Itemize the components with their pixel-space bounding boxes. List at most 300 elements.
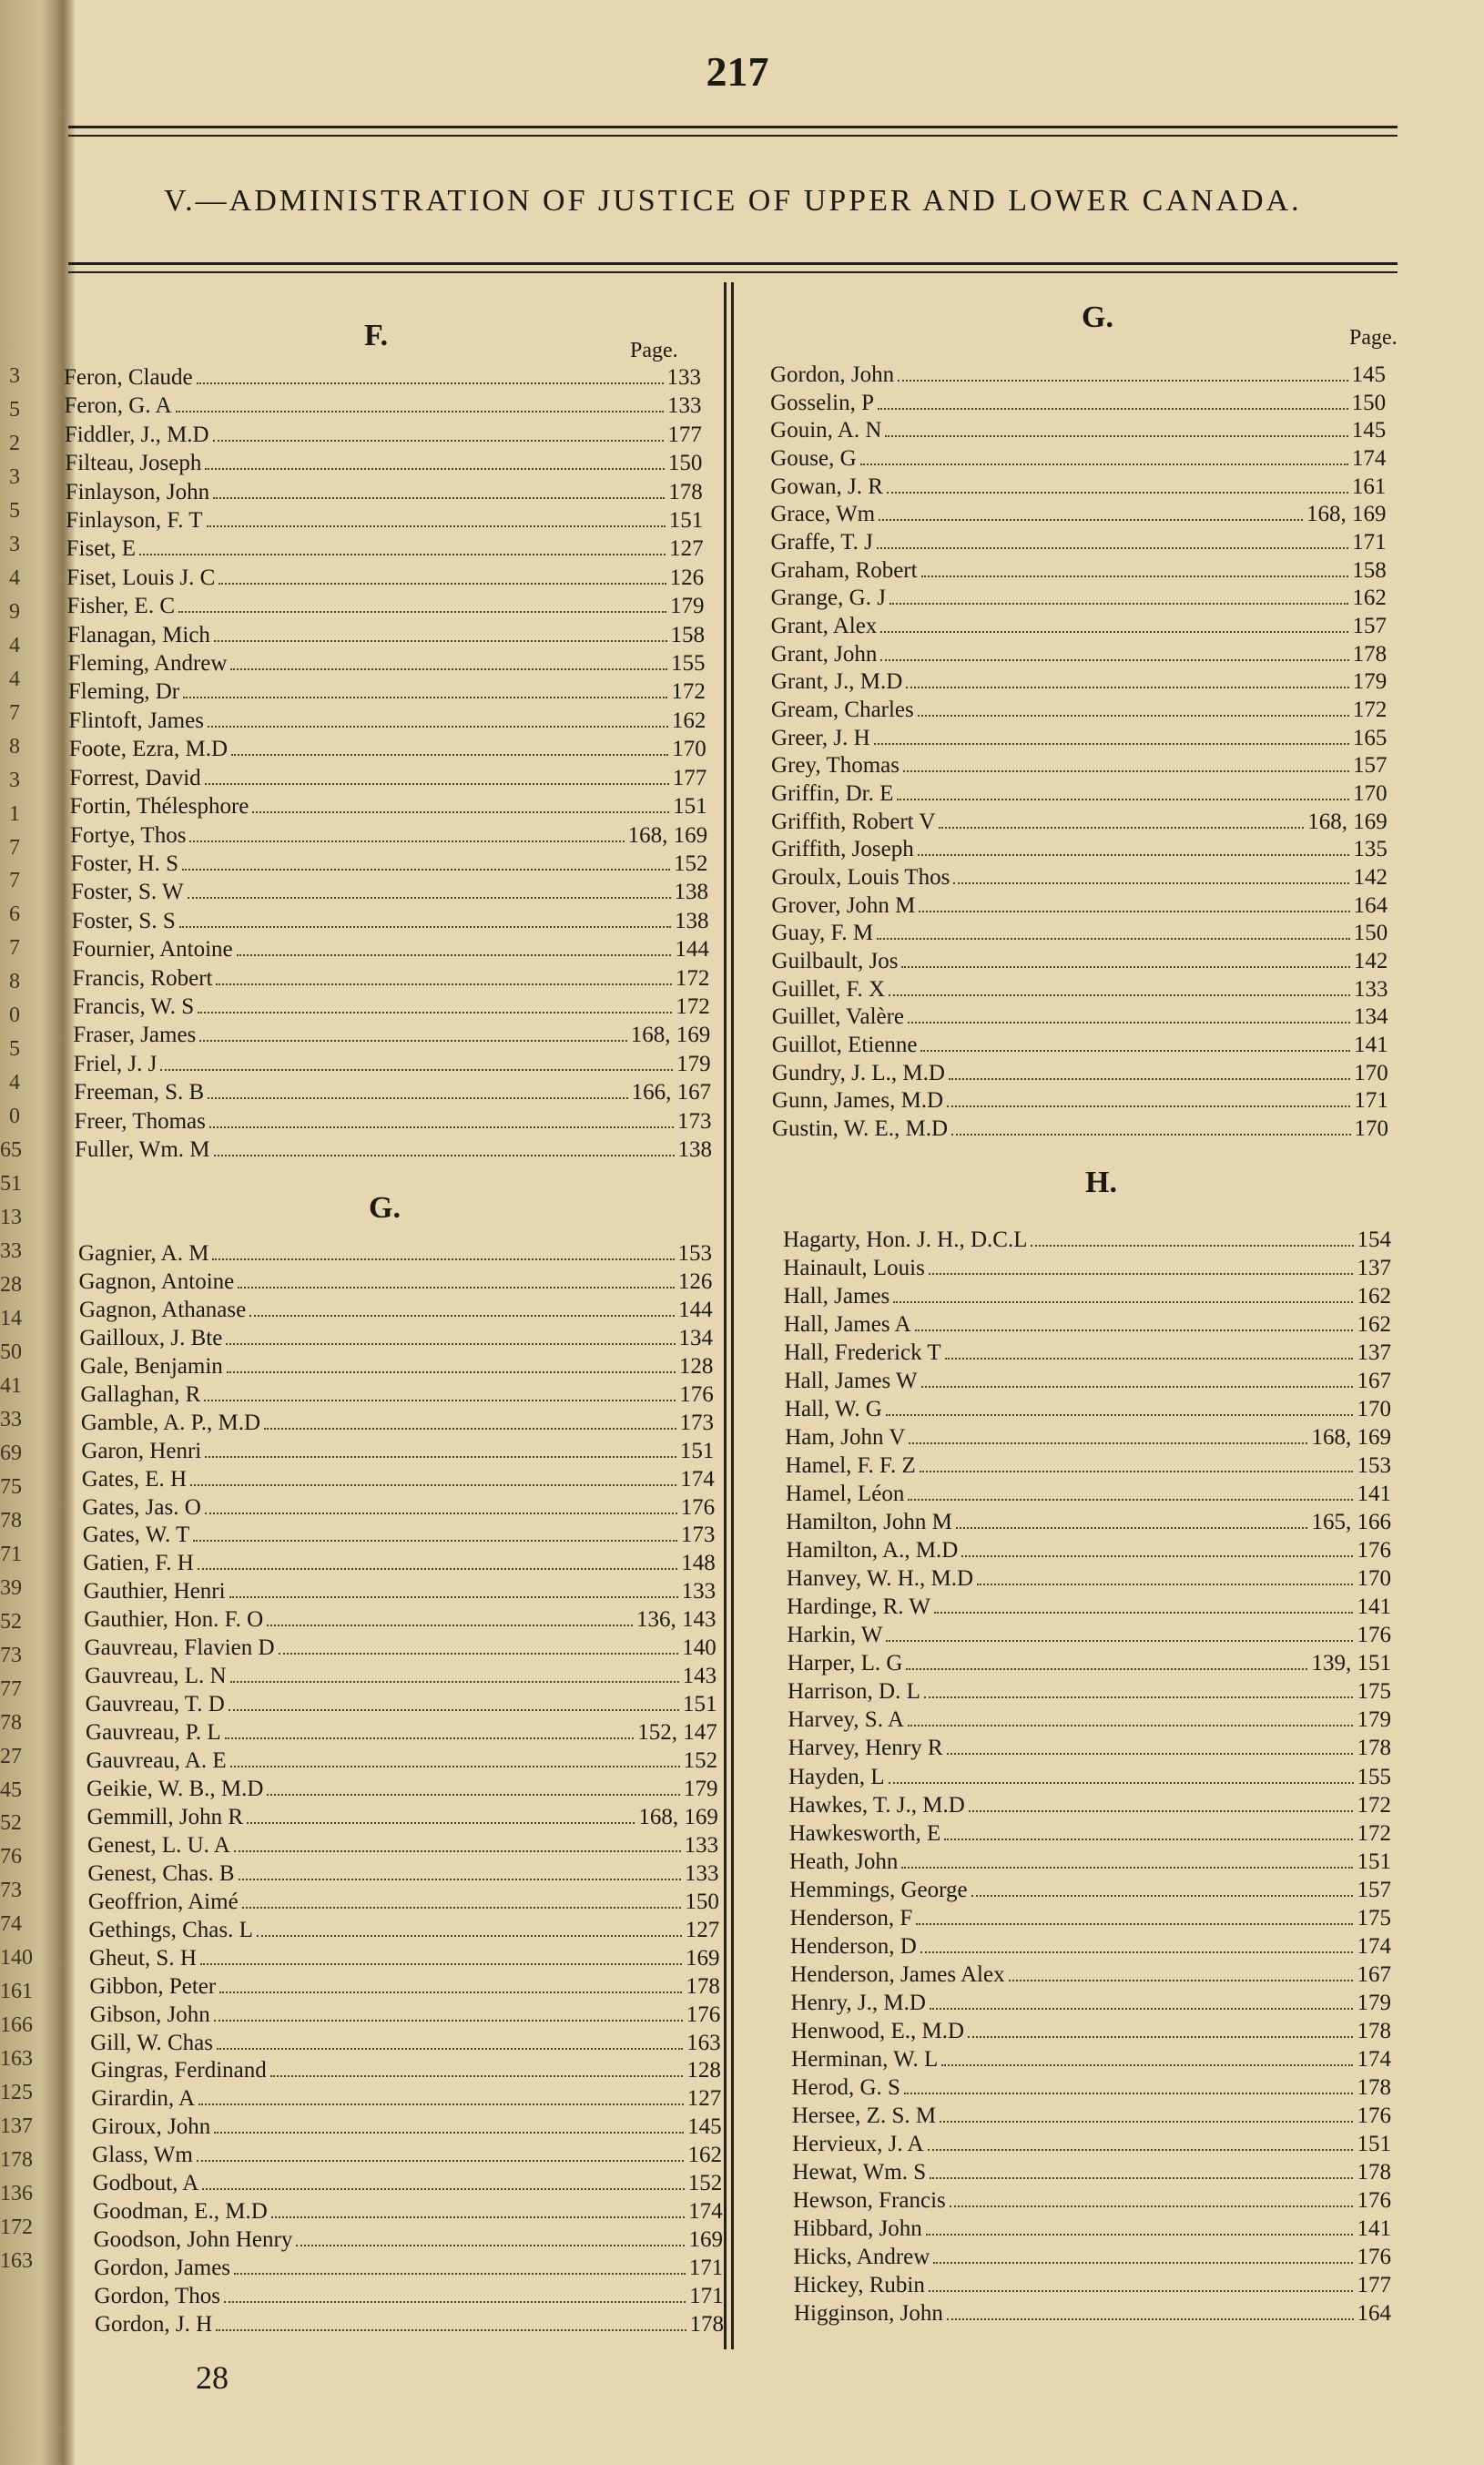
index-entry: [64, 364, 701, 392]
entry-name: Grace, Wm: [770, 502, 876, 527]
index-entry: [771, 557, 1387, 585]
entry-page: 165, 166: [1311, 1510, 1391, 1535]
entry-page: 176: [1357, 2244, 1391, 2269]
index-entry: [79, 1325, 713, 1352]
entry-page: 145: [1351, 418, 1387, 443]
dot-leader: [898, 365, 1347, 382]
entry-page: 140: [682, 1635, 717, 1661]
entry-page: 176: [1357, 2187, 1391, 2213]
index-entry: [83, 1522, 716, 1549]
entry-name: Hickey, Rubin: [793, 2272, 925, 2297]
index-entry: [772, 976, 1388, 1003]
dot-leader: [225, 1723, 635, 1739]
entry-name: Fortye, Thos: [70, 822, 187, 848]
entry-name: Gouse, G: [770, 446, 857, 471]
index-entry: [770, 474, 1386, 501]
entry-page: 178: [689, 2312, 724, 2337]
index-entry: [771, 780, 1387, 808]
dot-leader: [906, 672, 1348, 688]
dot-leader: [205, 1498, 677, 1514]
entry-name: Fleming, Andrew: [67, 651, 228, 677]
top-rule: [68, 126, 1398, 128]
dot-leader: [926, 2219, 1354, 2236]
index-entry: [70, 822, 707, 850]
margin-number: 45: [0, 1777, 22, 1802]
index-entry: [89, 1945, 720, 1972]
index-entry: [770, 529, 1386, 556]
entry-name: Geikie, W. B., M.D: [86, 1777, 264, 1801]
entry-name: Ham, John V: [785, 1425, 906, 1451]
index-entry: [65, 450, 702, 477]
dot-leader: [264, 1413, 676, 1430]
entry-page: 167: [1357, 1369, 1391, 1394]
entry-name: Gheut, S. H: [88, 1945, 197, 1971]
margin-number: 161: [0, 1980, 33, 2004]
dot-leader: [176, 396, 664, 413]
index-entry: [772, 1032, 1388, 1059]
dot-leader: [906, 1654, 1307, 1670]
index-entry: [66, 479, 703, 506]
dot-leader: [257, 1920, 682, 1937]
index-entry: [786, 1481, 1391, 1508]
dot-leader: [915, 1315, 1354, 1331]
entry-name: Gordon, J. H: [95, 2312, 213, 2337]
index-entry: [770, 445, 1386, 473]
index-entry: [80, 1353, 713, 1380]
entry-name: Hayden, L: [788, 1764, 885, 1789]
index-entry: [786, 1537, 1391, 1564]
dot-leader: [197, 2145, 685, 2162]
entry-page: 153: [1357, 1453, 1391, 1479]
margin-number: 140: [0, 1946, 33, 1971]
index-entry: [784, 1311, 1391, 1339]
dot-leader: [889, 588, 1348, 605]
index-entry: [790, 1933, 1391, 1961]
signature-mark: 28: [196, 2359, 229, 2396]
dot-leader: [940, 2106, 1353, 2123]
dot-leader: [919, 896, 1349, 912]
entry-name: Hewat, Wm. S: [792, 2159, 927, 2185]
margin-number: 52: [0, 1811, 22, 1836]
dot-leader: [886, 1400, 1354, 1416]
entry-page: 141: [1357, 1594, 1391, 1620]
margin-number: 1: [9, 801, 20, 826]
index-entry: [86, 1747, 718, 1775]
entry-name: Hall, James: [783, 1284, 890, 1309]
entry-name: Griffin, Dr. E: [771, 781, 894, 806]
index-entry: [75, 1108, 712, 1136]
index-entry: [791, 2074, 1391, 2102]
margin-number: 7: [9, 869, 20, 893]
entry-page: 170: [1357, 1566, 1391, 1592]
index-entry: [786, 1452, 1391, 1480]
entry-page: 133: [685, 1860, 719, 1886]
dot-leader: [877, 923, 1350, 940]
index-entry: [771, 892, 1387, 920]
dot-leader: [1031, 1230, 1353, 1247]
dot-leader: [879, 504, 1303, 521]
index-entry: [772, 1060, 1388, 1087]
entry-name: Guillet, F. X: [771, 976, 886, 1002]
entry-name: Flanagan, Mich: [67, 622, 210, 647]
dot-leader: [909, 1428, 1307, 1444]
dot-leader: [214, 2005, 683, 2022]
dot-leader: [238, 1272, 675, 1289]
entry-name: Grange, G. J: [770, 586, 886, 611]
entry-name: Fortin, Thélesphore: [69, 794, 249, 820]
entry-name: Gibbon, Peter: [89, 1973, 217, 1999]
index-entry: [771, 920, 1387, 947]
entry-name: Gouin, A. N: [770, 418, 882, 443]
dot-leader: [230, 654, 667, 670]
dot-leader: [916, 1909, 1353, 1925]
entry-page: 158: [1352, 557, 1387, 583]
entry-page: 175: [1357, 1679, 1391, 1705]
dot-leader: [977, 1569, 1353, 1585]
entry-page: 171: [1352, 530, 1387, 555]
dot-leader: [893, 1287, 1353, 1303]
entry-page: 126: [669, 565, 705, 590]
entry-page: 168, 169: [627, 822, 708, 848]
entry-name: Gauvreau, T. D: [85, 1692, 225, 1717]
entry-name: Gingras, Ferdinand: [90, 2058, 267, 2083]
index-entry: [88, 1917, 719, 1944]
entry-name: Henderson, F: [789, 1905, 913, 1930]
entry-page: 155: [670, 651, 706, 677]
entry-name: Gill, W. Chas: [90, 2030, 213, 2055]
entry-name: Fiset, E: [66, 536, 137, 562]
index-entry: [67, 650, 705, 677]
dot-leader: [267, 1610, 633, 1626]
index-entry: [771, 668, 1387, 696]
dot-leader: [197, 368, 664, 384]
entry-name: Francis, W. S: [72, 993, 195, 1019]
index-entry: [86, 1804, 717, 1831]
index-entry: [771, 641, 1387, 668]
dot-leader: [944, 1824, 1353, 1840]
margin-number: 125: [0, 2081, 33, 2105]
entry-page: 179: [1352, 669, 1387, 695]
entry-name: Gordon, James: [94, 2256, 231, 2281]
index-entry: [772, 1003, 1388, 1031]
entry-page: 153: [677, 1241, 712, 1266]
entry-page: 151: [1357, 2131, 1391, 2156]
margin-number: 0: [9, 1003, 20, 1028]
dot-leader: [971, 1880, 1354, 1897]
entry-page: 154: [1357, 1227, 1391, 1252]
dot-leader: [968, 2022, 1353, 2038]
entry-page: 179: [684, 1777, 718, 1801]
index-entry: [789, 1877, 1391, 1904]
index-entry: [92, 2142, 722, 2169]
entry-page: 143: [682, 1664, 717, 1689]
entry-name: Higginson, John: [794, 2301, 943, 2326]
entry-page: 173: [677, 1108, 712, 1134]
entry-page: 176: [1357, 1538, 1391, 1564]
dot-leader: [216, 2315, 686, 2331]
dot-leader: [205, 1441, 676, 1458]
entry-name: Fournier, Antoine: [71, 937, 233, 963]
dot-leader: [897, 784, 1349, 800]
entry-page: 133: [681, 1579, 717, 1604]
dot-leader: [214, 2117, 684, 2134]
index-entry: [788, 1735, 1391, 1762]
dot-leader: [878, 393, 1348, 410]
entry-page: 176: [679, 1381, 714, 1407]
margin-number: 65: [0, 1138, 22, 1163]
index-entry: [72, 965, 709, 993]
heading-rule-thin: [68, 271, 1398, 273]
entry-name: Harrison, D. L: [788, 1679, 920, 1705]
index-entry: [771, 585, 1387, 612]
entry-name: Guilbault, Jos: [771, 949, 899, 973]
index-entry: [87, 1860, 718, 1888]
dot-leader: [961, 1541, 1353, 1557]
column-divider-inner: [731, 282, 734, 2349]
index-entry: [67, 593, 705, 620]
entry-name: Gauvreau, Flavien D: [84, 1635, 275, 1661]
entry-page: 162: [1357, 1312, 1391, 1338]
index-entry: [771, 752, 1387, 779]
index-entry: [788, 1678, 1391, 1706]
entry-page: 176: [1357, 1623, 1391, 1648]
entry-page: 164: [1357, 2301, 1391, 2326]
index-entry: [793, 2244, 1391, 2271]
entry-page: 162: [1352, 586, 1387, 611]
entry-page: 172: [1352, 698, 1387, 722]
entry-name: Gauthier, Hon. F. O: [84, 1607, 264, 1633]
entry-page: 177: [1357, 2272, 1391, 2297]
entry-name: Greer, J. H: [770, 725, 870, 750]
margin-number: 7: [9, 936, 20, 961]
margin-number: 5: [9, 1037, 20, 1062]
dot-leader: [930, 2163, 1353, 2179]
index-entry: [787, 1594, 1391, 1621]
entry-page: 173: [679, 1410, 715, 1435]
entry-page: 172: [671, 679, 706, 705]
index-entry: [73, 1022, 710, 1049]
entry-name: Feron, G. A: [64, 393, 172, 419]
index-entry: [74, 1079, 711, 1106]
dot-leader: [921, 1371, 1354, 1388]
entry-name: Gagnier, A. M: [78, 1241, 209, 1266]
margin-number: 13: [0, 1206, 22, 1230]
entry-name: Guillot, Etienne: [771, 1033, 918, 1057]
entry-page: 155: [1357, 1764, 1391, 1789]
dot-leader: [219, 568, 666, 585]
entry-page: 168, 169: [1306, 502, 1387, 527]
entry-name: Gibson, John: [89, 2002, 210, 2027]
section-letter: H.: [1085, 1166, 1117, 1199]
index-entry: [92, 2114, 722, 2141]
entry-name: Hewson, Francis: [792, 2187, 946, 2213]
index-entry: [91, 2085, 721, 2113]
dot-leader: [939, 812, 1304, 829]
page-column-label: Page.: [1349, 326, 1398, 350]
entry-page: 142: [1353, 865, 1387, 890]
entry-name: Hersee, Z. S. M: [791, 2103, 937, 2128]
index-entry: [772, 1115, 1388, 1143]
dot-leader: [202, 2174, 684, 2190]
dot-leader: [947, 1738, 1354, 1755]
entry-page: 167: [1357, 1961, 1391, 1987]
top-rule-thin: [68, 135, 1398, 137]
index-entry: [786, 1509, 1391, 1536]
dot-leader: [214, 1140, 675, 1156]
entry-page: 133: [684, 1832, 719, 1858]
margin-number: 77: [0, 1676, 22, 1701]
index-entry: [84, 1578, 716, 1605]
entry-page: 141: [1357, 2215, 1391, 2241]
entry-name: Freer, Thomas: [74, 1108, 206, 1134]
dot-leader: [190, 1470, 676, 1486]
index-entry: [89, 1973, 720, 2001]
margin-number: 3: [9, 532, 20, 556]
index-entry: [785, 1396, 1391, 1423]
index-entry: [784, 1283, 1391, 1310]
entry-page: 178: [1357, 2159, 1391, 2185]
entry-page: 135: [1353, 837, 1387, 862]
margin-number: 3: [9, 364, 20, 388]
entry-name: Gates, Jas. O: [82, 1494, 201, 1520]
index-entry: [783, 1255, 1391, 1282]
index-entry: [74, 1051, 711, 1078]
entry-name: Goodson, John Henry: [93, 2227, 293, 2253]
entry-page: 144: [678, 1297, 713, 1322]
index-entry: [772, 948, 1388, 975]
entry-page: 174: [1351, 446, 1387, 471]
entry-page: 168, 169: [630, 1023, 711, 1048]
index-entry: [789, 1849, 1391, 1876]
index-entry: [88, 1889, 719, 1916]
index-entry: [83, 1550, 716, 1577]
dot-leader: [877, 533, 1348, 549]
index-entry: [793, 2215, 1391, 2243]
index-entry: [81, 1438, 714, 1465]
index-entry: [75, 1136, 712, 1164]
entry-page: 172: [1357, 1820, 1391, 1846]
index-entry: [87, 1832, 718, 1859]
entry-page: 176: [1357, 2103, 1391, 2128]
entry-name: Fleming, Dr: [67, 679, 180, 705]
entry-name: Friel, J. J: [73, 1051, 158, 1076]
entry-name: Gowan, J. R: [770, 474, 883, 499]
index-entry: [771, 864, 1387, 891]
entry-name: Heath, John: [788, 1849, 899, 1874]
entry-name: Hamel, F. F. Z: [785, 1453, 916, 1479]
entry-name: Grant, John: [770, 641, 878, 667]
dot-leader: [209, 1112, 674, 1128]
dot-leader: [920, 1456, 1354, 1472]
index-entry: [80, 1381, 713, 1409]
index-entry: [770, 501, 1386, 528]
dot-leader: [234, 2258, 686, 2275]
index-entry: [65, 422, 702, 449]
dot-leader: [213, 425, 665, 442]
entry-page: 170: [1353, 781, 1387, 806]
dot-leader: [969, 1796, 1354, 1812]
index-entry: [790, 1905, 1391, 1932]
dot-leader: [219, 1977, 682, 1993]
dot-leader: [929, 2276, 1354, 2292]
entry-page: 172: [675, 965, 710, 991]
entry-page: 178: [1357, 1736, 1391, 1761]
entry-name: Hibbard, John: [793, 2215, 922, 2241]
entry-name: Henderson, James Alex: [790, 1961, 1005, 1987]
entry-page: 178: [1357, 2074, 1391, 2100]
margin-number: 9: [9, 599, 20, 624]
entry-name: Graffe, T. J: [770, 530, 873, 555]
entry-name: Fraser, James: [73, 1023, 197, 1048]
entry-page: 134: [1354, 1004, 1388, 1030]
index-entry: [86, 1719, 717, 1747]
entry-name: Hall, W. G: [784, 1397, 882, 1422]
entry-page: 173: [680, 1523, 716, 1548]
index-entry: [791, 2018, 1391, 2045]
dot-leader: [198, 997, 672, 1014]
margin-number: 136: [0, 2182, 33, 2206]
margin-number: 8: [9, 970, 20, 994]
margin-number: 8: [9, 734, 20, 759]
entry-page: 133: [666, 365, 701, 390]
entry-page: 145: [687, 2114, 722, 2140]
entry-name: Hamilton, John M: [786, 1510, 952, 1535]
dot-leader: [217, 2033, 683, 2050]
entry-name: Gauthier, Henri: [83, 1579, 226, 1604]
index-entry: [770, 390, 1386, 417]
index-entry: [94, 2255, 723, 2282]
margin-number: 4: [9, 1071, 20, 1095]
margin-number: 75: [0, 1474, 22, 1499]
index-entry: [68, 708, 706, 735]
entry-name: Fiset, Louis J. C: [66, 565, 216, 590]
margin-number: 51: [0, 1172, 22, 1197]
entry-name: Geoffrion, Aimé: [87, 1889, 239, 1914]
margin-number: 28: [0, 1273, 22, 1298]
index-entry: [783, 1227, 1391, 1254]
dot-leader: [213, 483, 665, 499]
entry-name: Hardinge, R. W: [787, 1594, 930, 1620]
entry-name: Fuller, Wm. M: [75, 1137, 210, 1162]
index-entry: [81, 1410, 714, 1437]
index-entry: [68, 678, 706, 706]
entry-page: 141: [1357, 1482, 1391, 1507]
index-entry: [93, 2170, 723, 2197]
index-entry: [69, 765, 706, 792]
index-entry: [93, 2198, 723, 2226]
margin-number: 14: [0, 1307, 22, 1330]
dot-leader: [231, 739, 668, 756]
index-entry: [85, 1663, 717, 1690]
entry-name: Hamilton, A., M.D: [786, 1538, 959, 1564]
dot-leader: [227, 1357, 676, 1373]
dot-leader: [934, 1597, 1354, 1614]
dot-leader: [950, 2191, 1354, 2207]
entry-name: Gates, W. T: [82, 1523, 190, 1548]
dot-leader: [901, 952, 1349, 968]
entry-page: 139, 151: [1311, 1651, 1391, 1676]
margin-number: 137: [0, 2114, 33, 2139]
dot-leader: [139, 539, 666, 555]
entry-page: 162: [687, 2143, 722, 2168]
entry-name: Foster, S. W: [71, 880, 184, 905]
index-entry: [86, 1776, 718, 1803]
entry-name: Henwood, E., M.D: [790, 2018, 965, 2043]
entry-page: 142: [1353, 949, 1388, 973]
entry-page: 150: [667, 451, 703, 476]
index-entry: [70, 793, 707, 820]
margin-number: 7: [9, 700, 20, 725]
